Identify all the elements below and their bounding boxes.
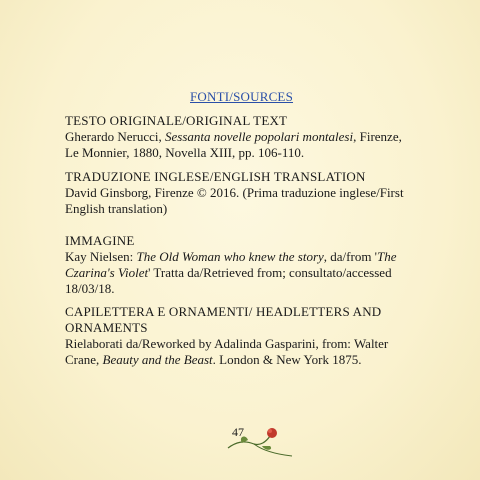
headletters-section xyxy=(65,304,405,368)
section-text: Gherardo Nerucci, Sessanta novelle popolari montalesi, Firenze, Le Monnier, 1880, Novella XIII, pp. 106-110. xyxy=(65,129,402,160)
section-text: Kay Nielsen: The Old Woman who knew the story, da/from 'The Czarina's Violet' Tratta da/Retrieved from; consultato/accessed 18/03/18. xyxy=(65,249,397,296)
section-text: David Ginsborg, Firenze © 2016. (Prima traduzione inglese/First English translation) xyxy=(65,185,404,216)
section-heading: TRADUZIONE INGLESE/ENGLISH TRANSLATION xyxy=(65,169,366,184)
image-section xyxy=(65,233,405,297)
section-heading: TESTO ORIGINALE/ORIGINAL TEXT xyxy=(65,113,288,128)
sources-link[interactable]: FONTI/SOURCES xyxy=(190,89,294,104)
original-text-section xyxy=(65,113,405,161)
section-heading: CAPILETTERA E ORNAMENTI/ HEADLETTERS AND ORNAMENTS xyxy=(65,304,382,335)
section-heading: IMMAGINE xyxy=(65,233,135,248)
section-text: Rielaborati da/Reworked by Adalinda Gasparini, from: Walter Crane, Beauty and the Beast. London & New York 1875. xyxy=(65,336,389,367)
translation-section xyxy=(65,169,405,217)
page-number: 47 xyxy=(232,425,244,439)
